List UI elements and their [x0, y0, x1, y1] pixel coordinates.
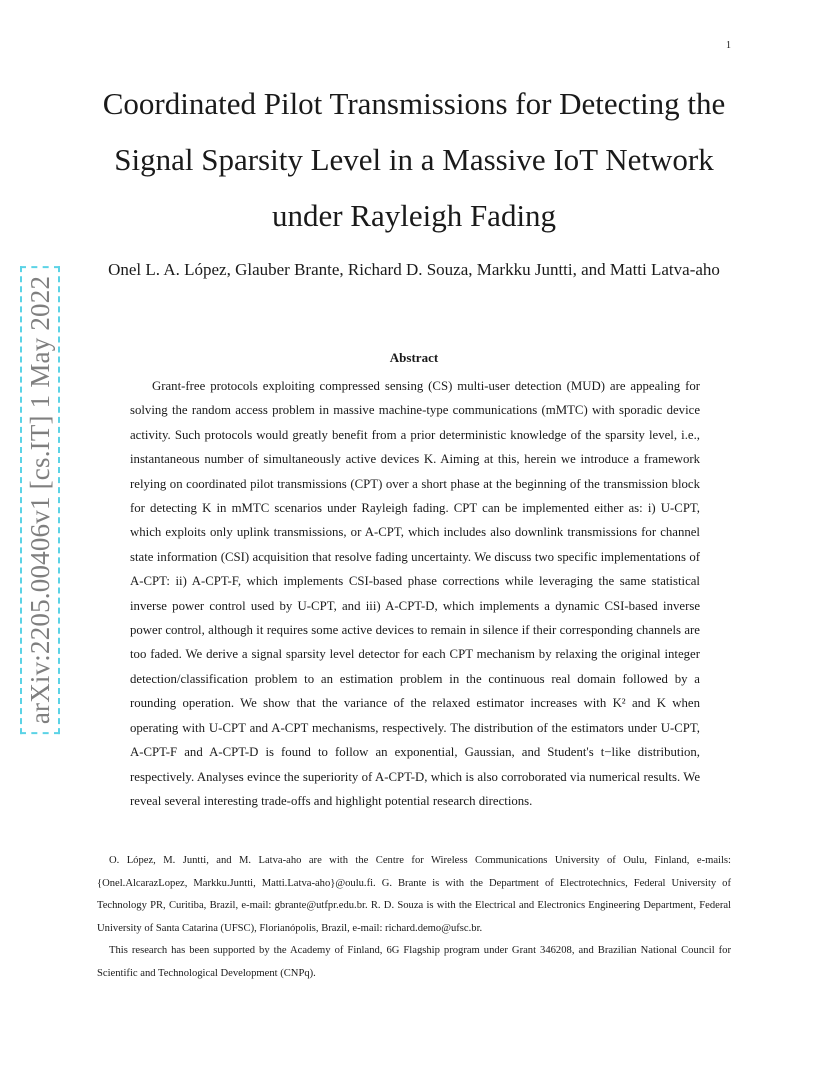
author-list: Onel L. A. López, Glauber Brante, Richard D. Souza, Markku Juntti, and Matti Latva-aho	[108, 260, 720, 279]
page-number: 1	[726, 40, 731, 51]
arxiv-identifier-stamp[interactable]: arXiv:2205.00406v1 [cs.IT] 1 May 2022	[20, 266, 60, 734]
abstract-heading: Abstract	[389, 350, 439, 365]
abstract-body: Grant-free protocols exploiting compressed sensing (CS) multi-user detection (MUD) are appealing for solving the random access problem in massive machine-type communications (mMTC) with sporadic device activity. Such protocols would greatly benefit from a prior deterministic knowledge of the sparsity level, i.e., instantaneous number of simultaneously active devices K. Aiming at this, herein we introduce a framework relying on coordinated pilot transmissions (CPT) over a short phase at the beginning of the transmission block for detecting K in mMTC scenarios under Rayleigh fading. CPT can be implemented either as: i) U-CPT, which exploits only uplink transmissions, or A-CPT, which includes also downlink transmissions for channel state information (CSI) acquisition that resolve fading uncertainty. We discuss two specific implementations of A-CPT: ii) A-CPT-F, which implements CSI-based phase corrections while leveraging the same statistical inverse power control used by U-CPT, and iii) A-CPT-D, which implements a dynamic CSI-based inverse power control, although it requires some active devices to remain in silence if their corresponding channels are too faded. We derive a signal sparsity level detector for each CPT mechanism by relaxing the original integer detection/classification problem to an estimation problem in the continuous real domain followed by a rounding operation. We show that the variance of the relaxed estimator increases with K² and K when operating with U-CPT and A-CPT mechanisms, respectively. The distribution of the estimators under U-CPT, A-CPT-F and A-CPT-D is found to follow an exponential, Gaussian, and Student's t−like distribution, respectively. Analyses evince the superiority of A-CPT-D, which is also corroborated via numerical results. We reveal several interesting trade-offs and highlight potential research directions.	[130, 379, 700, 808]
paper-title: Coordinated Pilot Transmissions for Detecting the Signal Sparsity Level in a Massive IoT Network under Rayleigh Fading	[102, 86, 726, 233]
funding-footnote: This research has been supported by the Academy of Finland, 6G Flagship program under Grant 346208, and Brazilian National Council for Scientific and Technological Development (CNPq).	[97, 945, 731, 979]
affiliation-footnote: O. López, M. Juntti, and M. Latva-aho are with the Centre for Wireless Communications University of Oulu, Finland, e-mails: {Onel.AlcarazLopez, Markku.Juntti, Matti.Latva-aho}@oulu.fi. G. Brante is with the Department of Electrotechnics, Federal University of Technology PR, Curitiba, Brazil, e-mail: gbrante@utfpr.edu.br. R. D. Souza is with the Electrical and Electronics Engineering Department, Federal University of Santa Catarina (UFSC), Florianópolis, Brazil, e-mail: richard.demo@ufsc.br.	[97, 855, 731, 934]
footnotes	[97, 850, 731, 986]
